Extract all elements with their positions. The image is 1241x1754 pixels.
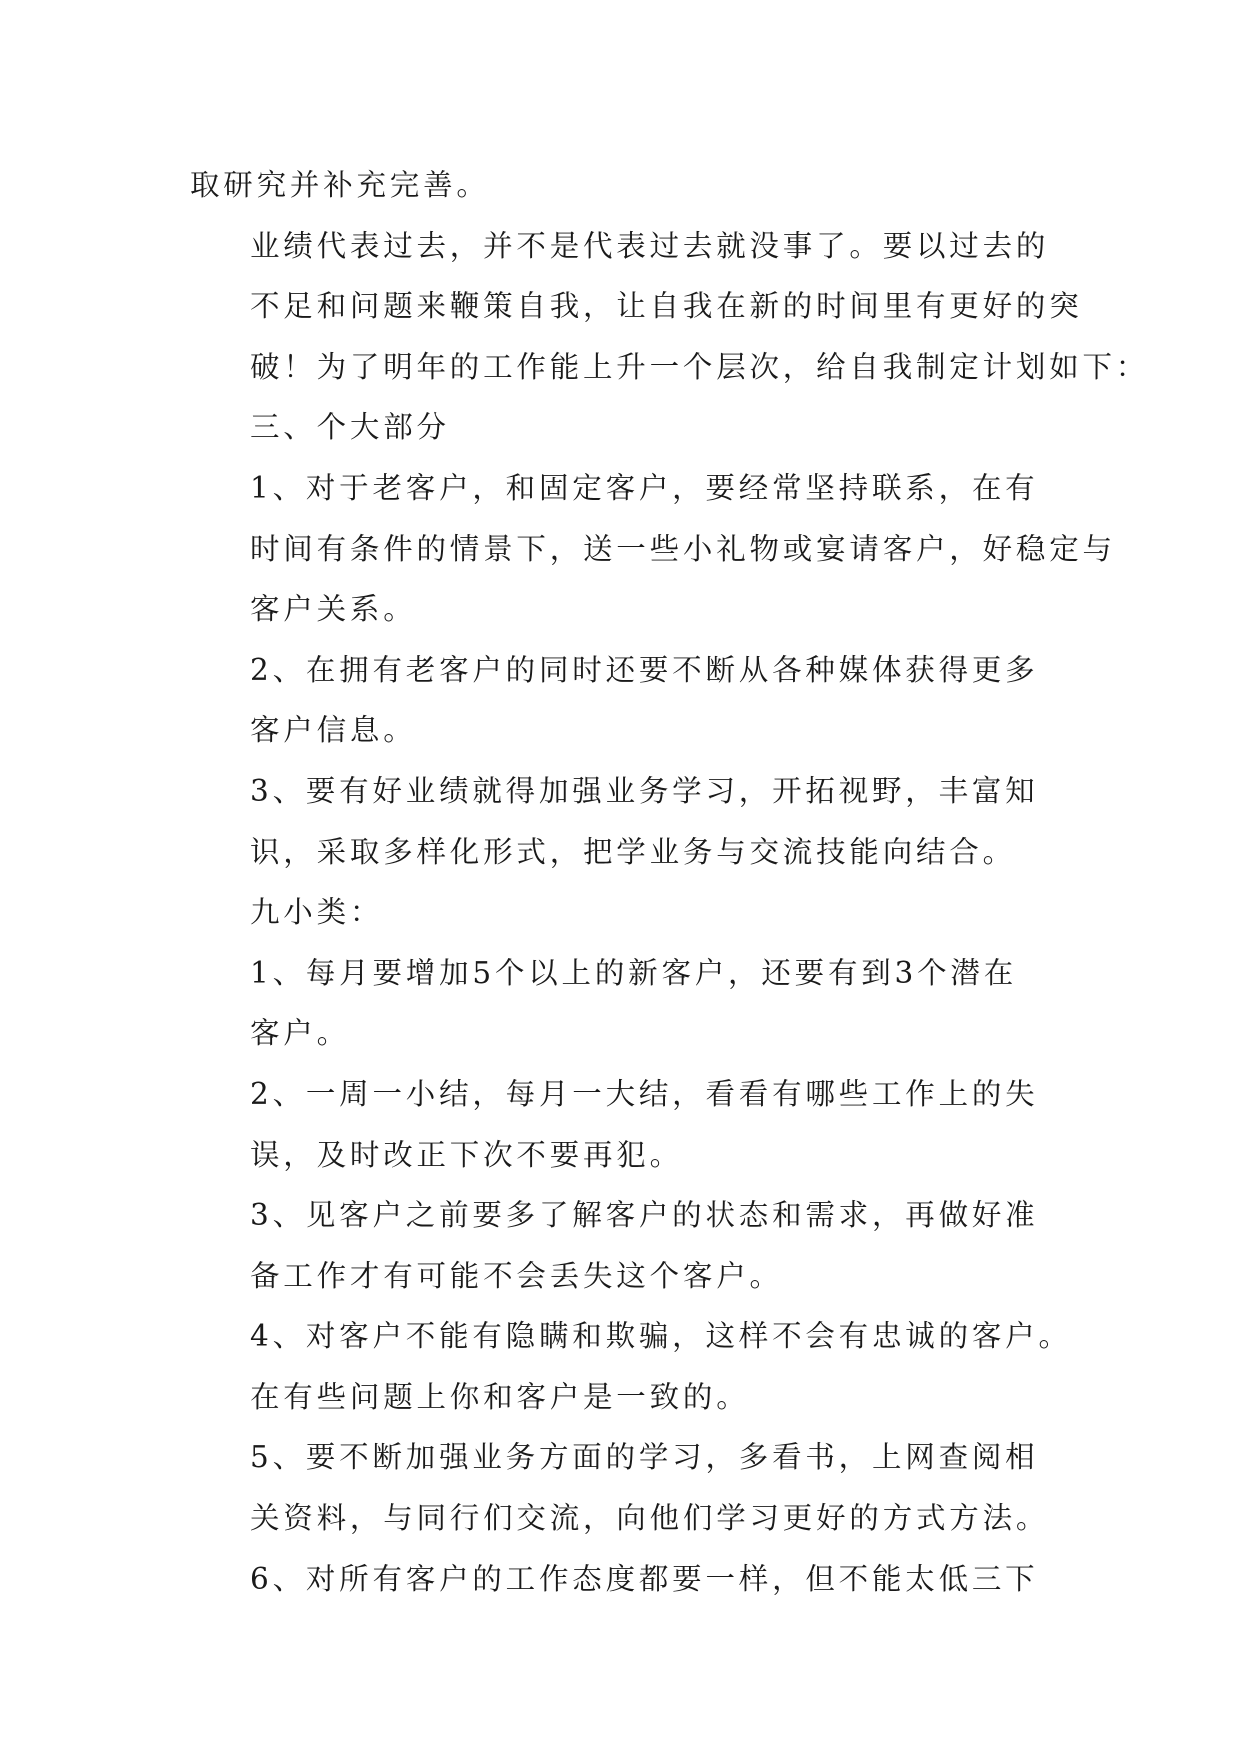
paragraph (190, 397, 1090, 458)
text-line: 九小类： (250, 895, 384, 930)
text-line: 1、对于老客户，和固定客户，要经常坚持联系，在有 (250, 470, 1039, 505)
text-line: 客户信息。 (250, 713, 417, 748)
text-line: 4、对客户不能有隐瞒和欺骗，这样不会有忠诚的客户。 (250, 1319, 1072, 1354)
text-line: 三、个大部分 (250, 410, 450, 445)
paragraph (190, 155, 1090, 216)
text-line: 客户。 (250, 1016, 350, 1051)
paragraph (190, 1185, 1090, 1306)
text-line: 破！为了明年的工作能上升一个层次，给自我制定计划如下： (250, 349, 1150, 384)
paragraph (190, 458, 1116, 640)
text-line: 关资料，与同行们交流，向他们学习更好的方式方法。 (250, 1501, 1050, 1536)
paragraph (190, 640, 1090, 761)
text-line: 5、要不断加强业务方面的学习，多看书，上网查阅相 (250, 1440, 1039, 1475)
text-line: 在有些问题上你和客户是一致的。 (250, 1379, 750, 1414)
text-line: 时间有条件的情景下，送一些小礼物或宴请客户，好稳定与 (250, 531, 1116, 566)
text-line: 业绩代表过去，并不是代表过去就没事了。要以过去的 (250, 228, 1050, 263)
text-line: 6、对所有客户的工作态度都要一样，但不能太低三下 (250, 1561, 1039, 1596)
paragraph (190, 1427, 1090, 1548)
text-line: 识，采取多样化形式，把学业务与交流技能向结合。 (250, 834, 1016, 869)
text-line: 备工作才有可能不会丢失这个客户。 (250, 1258, 783, 1293)
paragraph (190, 1306, 1090, 1427)
paragraph (190, 1064, 1090, 1185)
text-line: 取研究并补充完善。 (190, 168, 490, 202)
text-line: 误，及时改正下次不要再犯。 (250, 1137, 683, 1172)
paragraph (190, 943, 1090, 1064)
text-line: 2、在拥有老客户的同时还要不断从各种媒体获得更多 (250, 652, 1039, 687)
paragraph (190, 761, 1090, 882)
document-body (190, 155, 1150, 1609)
text-line: 客户关系。 (250, 592, 417, 627)
text-line: 2、一周一小结，每月一大结，看看有哪些工作上的失 (250, 1076, 1039, 1111)
paragraph (190, 1549, 1090, 1610)
paragraph (190, 882, 1090, 943)
text-line: 3、见客户之前要多了解客户的状态和需求，再做好准 (250, 1198, 1039, 1233)
text-line: 不足和问题来鞭策自我，让自我在新的时间里有更好的突 (250, 289, 1083, 324)
text-line: 3、要有好业绩就得加强业务学习，开拓视野，丰富知 (250, 773, 1039, 808)
text-line: 1、每月要增加5个以上的新客户，还要有到3个潜在 (250, 955, 1018, 990)
paragraph (190, 216, 1150, 398)
